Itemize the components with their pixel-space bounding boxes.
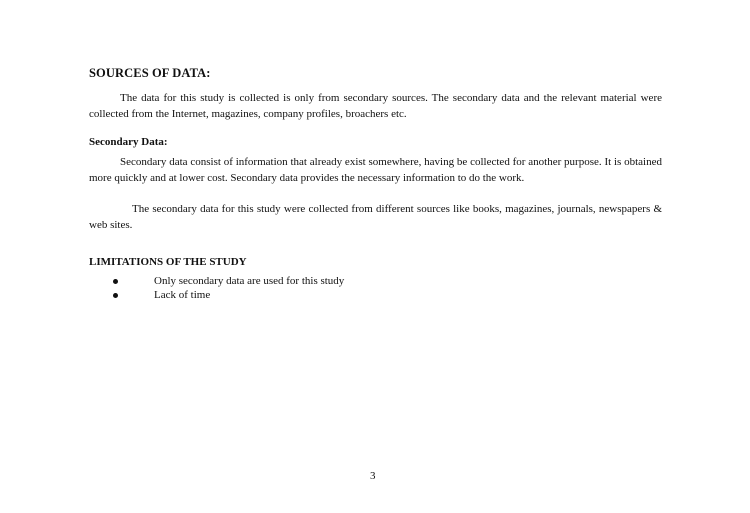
- list-item: [113, 288, 613, 302]
- secondary-data-paragraph-1: Secondary data consist of information that already exist somewhere, having be collected for another purpose. It is obtained more quickly and at lower cost. Secondary data provides the necessary information to do the work.: [89, 156, 662, 184]
- secondary-data-paragraph-2: The secondary data for this study were collected from different sources like books, magazines, journals, newspapers & web sites.: [89, 203, 662, 231]
- bullet-icon: [113, 279, 118, 284]
- secondary-data-heading: Secondary Data:: [89, 136, 168, 148]
- limitations-list: [113, 274, 613, 302]
- limitations-heading: LIMITATIONS OF THE STUDY: [89, 256, 247, 268]
- page-number: 3: [370, 470, 376, 482]
- list-item: [113, 274, 613, 288]
- limitation-text: Only secondary data are used for this study: [154, 275, 345, 287]
- bullet-icon: [113, 293, 118, 298]
- sources-of-data-heading: SOURCES OF DATA:: [89, 66, 211, 80]
- sources-paragraph: The data for this study is collected is only from secondary sources. The secondary data and the relevant material were collected from the Internet, magazines, company profiles, broachers etc.: [89, 92, 662, 120]
- limitation-text: Lack of time: [154, 289, 211, 301]
